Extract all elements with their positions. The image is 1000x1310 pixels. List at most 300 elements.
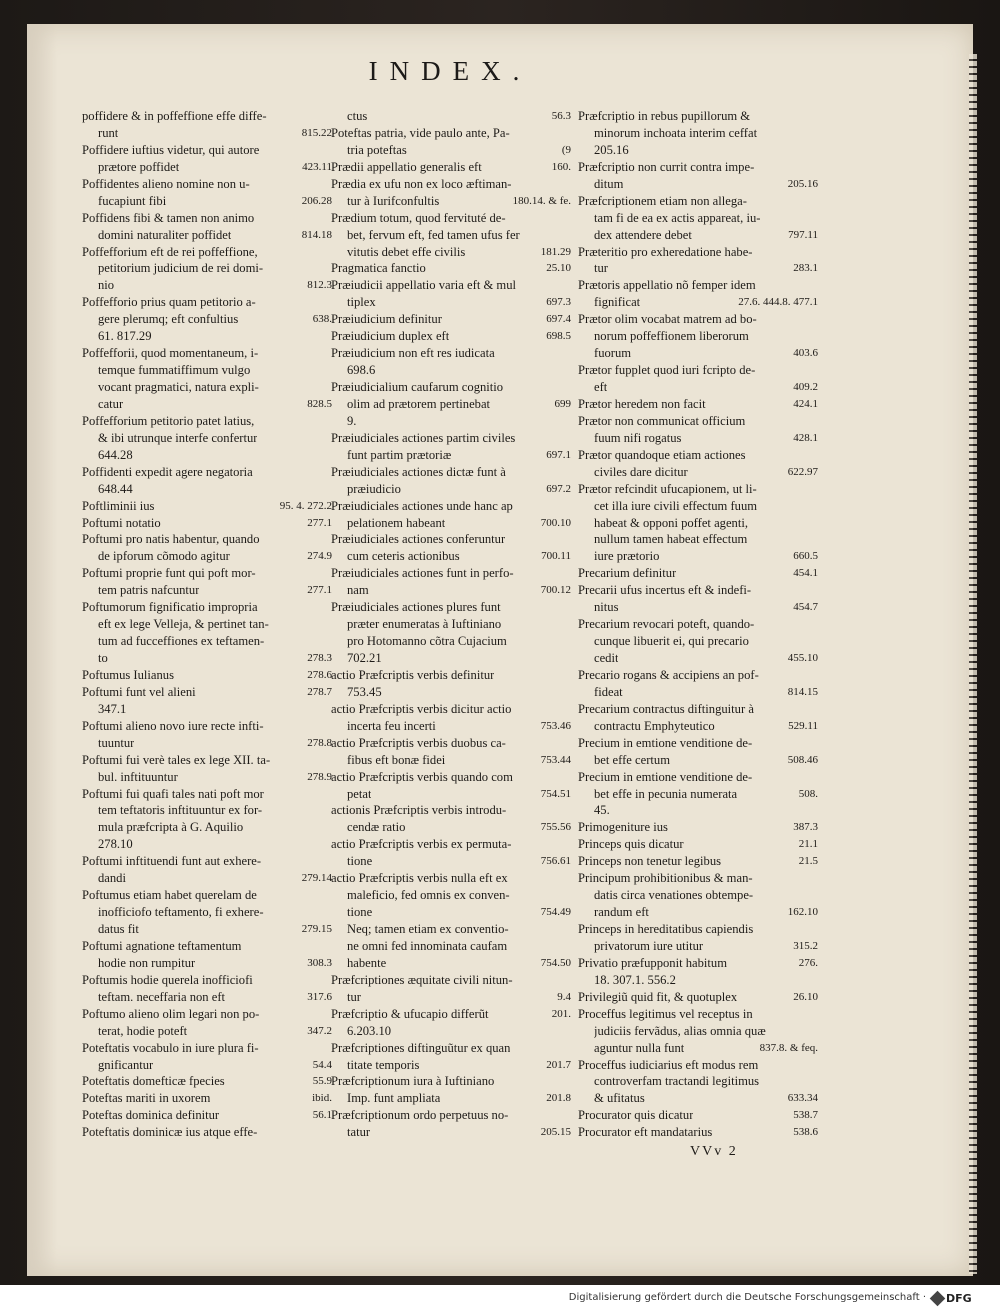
index-entry-text: fuum nifi rogatus xyxy=(594,430,682,445)
index-entry-line xyxy=(331,447,571,464)
index-entry-reference: 638. xyxy=(312,313,332,326)
index-entry-text: datus fit xyxy=(98,922,139,936)
index-entry-text: Imp. funt ampliata xyxy=(347,1091,441,1106)
index-entry-line xyxy=(578,819,818,836)
index-entry-line xyxy=(331,633,571,650)
index-entry-text: norum poffeffionem liberorum xyxy=(594,329,749,344)
index-entry-line xyxy=(331,176,571,193)
index-entry-line xyxy=(331,582,571,599)
index-entry-line xyxy=(82,227,332,244)
index-entry-reference: 814.18 xyxy=(301,228,332,241)
index-entry-text: actio Præfcriptis verbis duobus ca- xyxy=(331,735,506,750)
index-entry-reference: 797.11 xyxy=(788,228,818,241)
index-entry-reference: 205.16 xyxy=(787,177,818,190)
index-entry-reference: 756.61 xyxy=(540,855,571,868)
index-entry-reference: 508.46 xyxy=(787,753,818,766)
index-entry-text: Poteftas patria, vide paulo ante, Pa- xyxy=(331,125,510,140)
index-entry-line xyxy=(578,904,818,921)
index-entry-reference: 21.1 xyxy=(798,838,818,851)
index-entry-line xyxy=(331,667,571,684)
index-entry-text: fideat xyxy=(594,684,623,699)
index-entry-line xyxy=(578,464,818,481)
index-entry-text: 6.203.10 xyxy=(347,1023,392,1038)
index-entry-text: titate temporis xyxy=(347,1057,420,1072)
index-entry-text: Poffefforium petitorio patet latius, xyxy=(82,413,255,428)
index-entry-line xyxy=(82,379,332,396)
index-entry-text: Precium in emtione venditione de- xyxy=(578,769,753,784)
index-entry-line xyxy=(82,210,332,227)
index-entry-line xyxy=(578,311,818,328)
index-entry-line xyxy=(331,938,571,955)
index-entry-text: 698.6 xyxy=(347,363,376,378)
index-entry-line xyxy=(331,769,571,786)
index-entry-reference: 424.1 xyxy=(793,397,818,410)
index-entry-text: Poffefforii, quod momentaneum, i- xyxy=(82,346,259,361)
index-entry-text: Præiudiciales actiones unde hanc ap xyxy=(331,498,513,513)
index-entry-text: Poffidentes alieno nomine non u- xyxy=(82,176,250,191)
index-entry-reference: 814.15 xyxy=(787,685,818,698)
index-entry-text: 648.44 xyxy=(98,481,133,496)
index-entry-line xyxy=(331,464,571,481)
index-entry-line xyxy=(331,1023,571,1040)
index-entry-line xyxy=(331,294,571,311)
index-entry-line xyxy=(82,176,332,193)
index-entry-text: tur xyxy=(347,989,361,1004)
index-entry-line xyxy=(578,277,818,294)
index-entry-text: runt xyxy=(98,125,119,140)
index-entry-reference: 205.15 xyxy=(540,1126,571,1139)
signature-mark: VVv 2 xyxy=(690,1144,738,1159)
index-entry-text: eft ex lege Velleja, & pertinet tan- xyxy=(98,617,269,632)
index-entry-line xyxy=(578,565,818,582)
index-entry-line xyxy=(82,870,332,887)
index-entry-text: Præiudiciales actiones partim civiles xyxy=(331,430,516,445)
index-entry-text: Prædia ex ufu non ex loco æftiman- xyxy=(331,176,512,191)
index-entry-text: incerta feu incerti xyxy=(347,718,436,733)
index-entry-reference: 56.1 xyxy=(312,1109,332,1122)
index-entry-reference: 387.3 xyxy=(793,821,818,834)
index-entry-reference: 201.8 xyxy=(546,1092,571,1105)
dfg-logo xyxy=(932,1291,992,1306)
index-entry-text: Poffefforio prius quam petitorio a- xyxy=(82,295,256,310)
index-entry-text: inofficiofo teftamento, fi exhere- xyxy=(98,905,264,920)
index-entry-line xyxy=(331,227,571,244)
index-entry-reference: 698.5 xyxy=(546,330,571,343)
index-entry-reference: 201. xyxy=(551,1007,571,1020)
index-entry-text: tuuntur xyxy=(98,735,135,750)
index-entry-line xyxy=(331,870,571,887)
index-entry-reference: 9.4 xyxy=(557,990,571,1003)
index-entry-line xyxy=(331,142,571,159)
index-entry-line xyxy=(578,870,818,887)
index-entry-reference: 700.11 xyxy=(541,550,571,563)
index-entry-text: iure prætorio xyxy=(594,549,660,564)
index-entry-text: Prætor refcindit ufucapionem, ut li- xyxy=(578,481,757,496)
index-entry-line xyxy=(82,582,332,599)
index-entry-text: ctus xyxy=(347,109,368,123)
index-entry-text: tem patris nafcuntur xyxy=(98,583,200,598)
index-entry-line xyxy=(331,650,571,667)
index-entry-line xyxy=(578,836,818,853)
index-entry-text: eft xyxy=(594,380,608,394)
index-entry-line xyxy=(82,735,332,752)
index-entry-text: præter enumeratas à Iuftiniano xyxy=(347,617,502,632)
index-entry-line xyxy=(331,345,571,362)
index-entry-text: Præiudicium duplex eft xyxy=(331,329,450,344)
index-entry-line xyxy=(331,210,571,227)
index-entry-text: Neq; tamen etiam ex conventio- xyxy=(347,922,509,936)
index-entry-line xyxy=(331,396,571,413)
index-entry-reference: 162.10 xyxy=(787,906,818,919)
index-entry-line xyxy=(82,786,332,803)
index-entry-reference: 754.51 xyxy=(540,787,571,800)
index-entry-text: Proceffus iudiciarius eft modus rem xyxy=(578,1057,759,1072)
index-entry-text: tria poteftas xyxy=(347,142,407,157)
index-entry-line xyxy=(82,836,332,853)
index-entry-line xyxy=(82,853,332,870)
index-entry-text: Præfcriptio in rebus pupillorum & xyxy=(578,109,751,123)
index-entry-line xyxy=(331,362,571,379)
index-entry-reference: 812.3 xyxy=(307,279,332,292)
index-entry-line xyxy=(82,667,332,684)
dfg-logo-icon xyxy=(930,1291,946,1307)
index-entry-text: habente xyxy=(347,955,387,970)
index-entry-text: Privilegiũ quid fit, & quotuplex xyxy=(578,989,738,1004)
index-entry-line xyxy=(331,718,571,735)
index-entry-line xyxy=(82,193,332,210)
index-entry-text: prætore poffidet xyxy=(98,159,180,174)
index-entry-text: Præiudiciales actiones conferuntur xyxy=(331,532,506,547)
index-entry-line xyxy=(331,819,571,836)
index-entry-text: hodie non rumpitur xyxy=(98,955,196,970)
index-entry-line xyxy=(331,244,571,261)
index-entry-text: Precarium definitur xyxy=(578,566,677,581)
index-entry-text: cet illa iure civili effectum fuum xyxy=(594,498,758,513)
index-column-middle xyxy=(331,108,571,1138)
index-entry-line xyxy=(82,938,332,955)
index-entry-text: actionis Præfcriptis verbis introdu- xyxy=(331,803,507,818)
index-entry-text: Prædii appellatio generalis eft xyxy=(331,159,482,174)
index-entry-text: Poftumi alieno novo iure recte infti- xyxy=(82,718,264,733)
index-entry-line xyxy=(578,447,818,464)
index-entry-reference: 755.56 xyxy=(540,821,571,834)
index-entry-text: Precario rogans & accipiens an pof- xyxy=(578,667,759,682)
index-entry-text: 702.21 xyxy=(347,651,382,665)
index-entry-line xyxy=(82,362,332,379)
index-entry-line xyxy=(82,802,332,819)
index-entry-text: nitus xyxy=(594,600,619,615)
index-entry-line xyxy=(578,108,818,125)
index-entry-line xyxy=(578,142,818,159)
index-entry-line xyxy=(82,464,332,481)
index-entry-reference: 278.8 xyxy=(307,736,332,749)
index-entry-line xyxy=(82,481,332,498)
index-entry-text: cunque libuerit ei, qui precario xyxy=(594,634,749,649)
index-entry-text: maleficio, fed omnis ex conven- xyxy=(347,888,510,903)
index-entry-text: Præiudicii appellatio varia eft & mul xyxy=(331,278,517,293)
page-torn-edge xyxy=(969,54,977,1274)
index-entry-text: Poffidens fibi & tamen non animo xyxy=(82,210,255,225)
index-entry-line xyxy=(578,769,818,786)
index-entry-reference: 508. xyxy=(798,787,818,800)
index-entry-text: tum ad fucceffiones ex teftamen- xyxy=(98,634,265,649)
index-entry-text: Prætor fupplet quod iuri fcripto de- xyxy=(578,363,756,378)
index-entry-reference: 276. xyxy=(798,956,818,969)
index-entry-text: contractu Emphyteutico xyxy=(594,718,715,733)
index-entry-reference: 317.6 xyxy=(307,990,332,1003)
index-entry-line xyxy=(82,548,332,565)
index-entry-text: Privatio præfupponit habitum xyxy=(578,955,728,970)
index-entry-text: Primogeniture ius xyxy=(578,820,668,835)
index-entry-line xyxy=(331,515,571,532)
index-entry-line xyxy=(578,887,818,904)
index-entry-line xyxy=(331,548,571,565)
index-entry-text: pro Hotomanno cõtra Cujacium xyxy=(347,634,507,649)
index-entry-text: civiles dare dicitur xyxy=(594,464,688,479)
index-entry-text: Prætor heredem non facit xyxy=(578,396,706,411)
index-entry-reference: 828.5 xyxy=(307,397,332,410)
index-entry-text: Princeps in hereditatibus capiendis xyxy=(578,922,754,936)
index-entry-reference: 55.9 xyxy=(312,1075,332,1088)
index-entry-line xyxy=(331,1124,571,1141)
index-entry-line xyxy=(331,735,571,752)
index-entry-text: nam xyxy=(347,583,369,598)
index-entry-line xyxy=(331,921,571,938)
index-entry-reference: 697.1 xyxy=(546,448,571,461)
index-entry-line xyxy=(82,142,332,159)
index-entry-text: Princeps non tenetur legibus xyxy=(578,854,722,869)
index-entry-text: Poteftatis domefticæ fpecies xyxy=(82,1074,225,1089)
index-entry-text: 753.45 xyxy=(347,684,382,699)
index-entry-reference: 201.7 xyxy=(546,1058,571,1071)
index-entry-text: Prætor non communicat officium xyxy=(578,413,746,428)
index-entry-text: Procurator eft mandatarius xyxy=(578,1125,713,1140)
index-entry-text: 278.10 xyxy=(98,837,133,852)
index-entry-text: petitorium judicium de rei domi- xyxy=(98,261,264,276)
index-entry-text: tiplex xyxy=(347,295,376,310)
index-entry-line xyxy=(578,989,818,1006)
index-entry-text: olim ad prætorem pertinebat xyxy=(347,396,491,411)
index-entry-reference: 423.11 xyxy=(302,160,332,173)
index-entry-line xyxy=(578,955,818,972)
index-entry-text: Poftumus etiam habet querelam de xyxy=(82,888,257,903)
index-entry-line xyxy=(331,802,571,819)
index-entry-line xyxy=(82,1073,332,1090)
index-entry-text: nio xyxy=(98,278,115,293)
index-entry-reference: 279.14 xyxy=(301,872,332,885)
index-entry-line xyxy=(82,565,332,582)
index-entry-reference: 278.6 xyxy=(307,668,332,681)
index-entry-line xyxy=(82,684,332,701)
index-entry-text: Precium in emtione venditione de- xyxy=(578,735,753,750)
index-entry-text: Præiudicium definitur xyxy=(331,312,442,327)
index-entry-line xyxy=(82,989,332,1006)
index-entry-text: aguntur nulla funt xyxy=(594,1040,685,1055)
index-entry-line xyxy=(331,955,571,972)
index-entry-reference: 454.7 xyxy=(793,601,818,614)
index-entry-text: Poftliminii ius xyxy=(82,498,155,513)
index-entry-text: bet effe in pecunia numerata xyxy=(594,786,738,801)
index-entry-line xyxy=(82,498,332,515)
index-entry-text: Præfcriptionem etiam non allega- xyxy=(578,193,747,208)
index-entry-line xyxy=(578,227,818,244)
index-entry-reference: 277.1 xyxy=(307,516,332,529)
index-entry-text: actio Præfcriptis verbis dicitur actio xyxy=(331,701,512,716)
index-entry-line xyxy=(82,1090,332,1107)
index-entry-reference: 308.3 xyxy=(307,956,332,969)
index-entry-text: Præiudicium non eft res iudicata xyxy=(331,346,495,361)
index-entry-text: pelationem habeant xyxy=(347,515,446,530)
index-entry-line xyxy=(82,1057,332,1074)
index-entry-line xyxy=(578,531,818,548)
index-entry-reference: 754.50 xyxy=(540,956,571,969)
index-entry-line xyxy=(578,1090,818,1107)
index-entry-line xyxy=(82,1107,332,1124)
index-entry-line xyxy=(578,582,818,599)
index-entry-line xyxy=(82,972,332,989)
index-entry-text: actio Præfcriptis verbis quando com xyxy=(331,769,513,784)
index-entry-reference: 455.10 xyxy=(787,652,818,664)
index-entry-reference: 697.4 xyxy=(546,313,571,326)
index-entry-line xyxy=(578,752,818,769)
index-entry-line xyxy=(578,515,818,532)
index-entry-text: tem teftatoris inftituuntur ex for- xyxy=(98,803,263,818)
index-entry-text: Præfcriptiones diftinguũtur ex quan xyxy=(331,1040,511,1055)
index-entry-line xyxy=(331,260,571,277)
index-entry-text: Præiudiciales actiones dictæ funt à xyxy=(331,464,506,479)
index-entry-text: privatorum iure utitur xyxy=(594,938,704,953)
index-entry-line xyxy=(578,701,818,718)
index-entry-text: ditum xyxy=(594,176,624,191)
index-entry-reference: ibid. xyxy=(312,1092,332,1105)
index-entry-text: datis circa venationes obtempe- xyxy=(594,888,754,903)
index-entry-line xyxy=(82,531,332,548)
index-entry-text: & ufitatus xyxy=(594,1091,645,1106)
index-entry-reference: 25.10 xyxy=(546,262,571,275)
index-entry-line xyxy=(578,1006,818,1023)
index-entry-reference: 278.3 xyxy=(307,652,332,664)
index-entry-text: funt partim prætoriæ xyxy=(347,447,452,462)
index-entry-reference: 26.10 xyxy=(793,990,818,1003)
index-entry-line xyxy=(82,599,332,616)
index-entry-line xyxy=(578,176,818,193)
index-entry-text: Poftumorum fignificatio impropria xyxy=(82,600,258,615)
index-entry-text: Principum prohibitionibus & man- xyxy=(578,871,753,886)
index-entry-line xyxy=(331,159,571,176)
index-entry-reference: 697.3 xyxy=(546,296,571,309)
index-entry-text: & ibi utrunque interfe confertur xyxy=(98,430,258,445)
index-entry-line xyxy=(331,752,571,769)
index-entry-line xyxy=(331,836,571,853)
index-entry-line xyxy=(82,277,332,294)
index-entry-text: Poftumis hodie querela inofficiofi xyxy=(82,972,253,987)
index-entry-line xyxy=(82,260,332,277)
index-entry-line xyxy=(82,752,332,769)
index-entry-line xyxy=(331,379,571,396)
index-entry-text: tione xyxy=(347,905,373,920)
index-entry-line xyxy=(578,210,818,227)
index-entry-text: Princeps quis dicatur xyxy=(578,837,684,852)
index-entry-line xyxy=(331,616,571,633)
page-heading: INDEX. xyxy=(368,56,532,86)
index-entry-line xyxy=(578,396,818,413)
index-entry-line xyxy=(331,1006,571,1023)
index-entry-text: 347.1 xyxy=(98,701,127,716)
index-entry-text: præiudicio xyxy=(347,481,401,496)
index-entry-text: Prætor olim vocabat matrem ad bo- xyxy=(578,312,757,327)
index-entry-line xyxy=(331,311,571,328)
index-entry-reference: 21.5 xyxy=(798,855,818,868)
index-entry-text: temque fummatiffimum vulgo xyxy=(98,363,251,378)
index-entry-text: Precarium revocari poteft, quando- xyxy=(578,617,755,632)
index-entry-text: tione xyxy=(347,854,373,869)
index-entry-text: Prædium totum, quod fervituté de- xyxy=(331,210,506,225)
index-entry-text: actio Præfcriptis verbis ex permuta- xyxy=(331,837,512,852)
index-entry-line xyxy=(331,1040,571,1057)
index-entry-line xyxy=(82,701,332,718)
index-entry-line xyxy=(578,633,818,650)
index-entry-line xyxy=(578,548,818,565)
index-entry-reference: 277.1 xyxy=(307,584,332,597)
index-entry-line xyxy=(82,413,332,430)
index-entry-text: Præiudicialium caufarum cognitio xyxy=(331,380,504,394)
index-entry-reference: 27.6. 444.8. 477.1 xyxy=(738,296,818,309)
index-entry-text: poffidere & in poffeffione effe diffe- xyxy=(82,109,267,123)
index-entry-line xyxy=(82,616,332,633)
index-entry-reference: 409.2 xyxy=(793,381,818,393)
index-entry-text: Poteftas mariti in uxorem xyxy=(82,1091,211,1106)
index-entry-line xyxy=(578,379,818,396)
index-entry-text: Poteftatis vocabulo in iure plura fi- xyxy=(82,1040,259,1055)
index-entry-line xyxy=(578,921,818,938)
index-entry-line xyxy=(578,294,818,311)
index-entry-reference: (9 xyxy=(561,143,571,156)
index-entry-reference: 837.8. & feq. xyxy=(759,1041,818,1054)
index-column-left xyxy=(82,108,332,1138)
index-entry-text: judiciis fervãdus, alias omnia quæ xyxy=(594,1023,766,1038)
index-entry-reference: 278.9 xyxy=(307,770,332,783)
index-entry-line xyxy=(578,159,818,176)
index-entry-line xyxy=(82,1124,332,1141)
index-entry-line xyxy=(82,311,332,328)
index-entry-text: petat xyxy=(347,786,372,801)
index-entry-text: gnificantur xyxy=(98,1057,154,1072)
index-entry-reference: 403.6 xyxy=(793,347,818,360)
index-entry-reference: 538.7 xyxy=(793,1109,818,1122)
index-entry-text: Precarii ufus incertus eft & indefi- xyxy=(578,583,752,598)
index-entry-line xyxy=(331,1057,571,1074)
index-entry-reference: 699 xyxy=(554,397,571,410)
index-entry-line xyxy=(578,481,818,498)
index-entry-text: nullum tamen habeat effectum xyxy=(594,532,748,547)
index-entry-text: Præfcriptionum ordo perpetuus no- xyxy=(331,1108,509,1123)
index-entry-text: 45. xyxy=(594,803,610,818)
index-entry-text: Prætoris appellatio nõ femper idem xyxy=(578,278,756,293)
index-entry-text: fignificat xyxy=(594,295,641,310)
index-entry-line xyxy=(82,718,332,735)
index-entry-text: terat, hodie poteft xyxy=(98,1023,188,1038)
index-entry-text: 9. xyxy=(347,413,357,428)
index-entry-text: Poftumi agnatione teftamentum xyxy=(82,938,242,953)
index-entry-text: Præfcriptiones æquitate civili nitun- xyxy=(331,972,513,987)
index-entry-line xyxy=(82,1023,332,1040)
index-entry-reference: 56.3 xyxy=(551,110,571,122)
index-entry-reference: 622.97 xyxy=(787,465,818,478)
index-entry-reference: 697.2 xyxy=(546,482,571,495)
index-entry-line xyxy=(578,853,818,870)
index-entry-text: gere plerumq; eft confultius xyxy=(98,312,239,327)
index-entry-reference: 753.44 xyxy=(540,753,571,766)
